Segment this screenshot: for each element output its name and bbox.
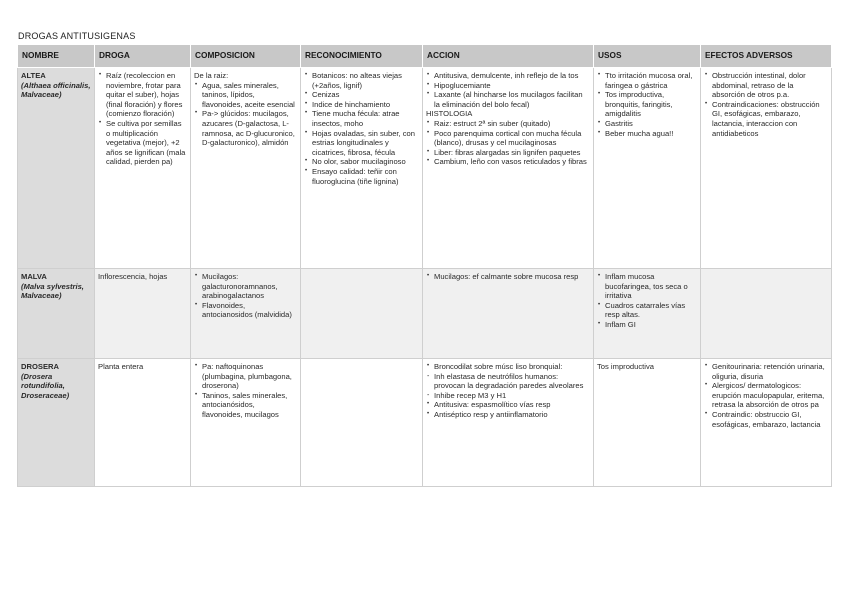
cell-reconocimiento bbox=[301, 269, 423, 359]
cell-droga: Planta entera bbox=[95, 359, 191, 487]
list-item: • Contraindicaciones: obstrucción GI, esofágicas, embarazo, lactancia, interaccion con antidiabeticos bbox=[704, 100, 828, 138]
cell-droga bbox=[95, 68, 191, 269]
list-item: • Hojas ovaladas, sin suber, con estrias longitudinales y cicatrices, fibrosa, fécula bbox=[304, 129, 419, 158]
list-item: • Indice de hinchamiento bbox=[304, 100, 419, 110]
list-item: - Inhibe recep M3 y H1 bbox=[426, 391, 590, 401]
cell-droga: Inflorescencia, hojas bbox=[95, 269, 191, 359]
cell-name bbox=[18, 359, 95, 487]
list-item: • Se cultiva por semillas o multiplicación vegetativa (mejor), +2 años se lignifican (mala calidad, pierden pa) bbox=[98, 119, 187, 167]
cell-name bbox=[18, 269, 95, 359]
list-item: • Antiséptico resp y antiinflamatorio bbox=[426, 410, 590, 420]
list-item: • Genitourinaria: retención urinaria, oliguria, disuria bbox=[704, 362, 828, 381]
list-item: • Inflam GI bbox=[597, 320, 697, 330]
composicion-lead: De la raiz: bbox=[194, 71, 229, 80]
cell-composicion bbox=[191, 359, 301, 487]
list-item: • Botanicos: no alteas viejas (+2años, lignif) bbox=[304, 71, 419, 90]
header-reconocimiento: RECONOCIMIENTO bbox=[301, 45, 423, 68]
cell-efectos bbox=[701, 269, 832, 359]
list-item: • Liber: fibras alargadas sin lignifen paquetes bbox=[426, 148, 590, 158]
list-item: • Antitusiva: espasmolítico vías resp bbox=[426, 400, 590, 410]
list-item: • Broncodilat sobre músc liso bronquial: bbox=[426, 362, 590, 372]
header-efectos: EFECTOS ADVERSOS bbox=[701, 45, 832, 68]
header-row bbox=[18, 45, 832, 68]
cell-efectos bbox=[701, 68, 832, 269]
header-accion: ACCION bbox=[423, 45, 594, 68]
header-nombre: NOMBRE bbox=[18, 45, 95, 68]
cell-reconocimiento bbox=[301, 68, 423, 269]
cell-accion bbox=[423, 68, 594, 269]
list-item: • Taninos, sales minerales, antocianósidos, flavonoides, mucilagos bbox=[194, 391, 297, 420]
header-usos: USOS bbox=[594, 45, 701, 68]
list-item: • Raiz: estruct 2ª sin suber (quitado) bbox=[426, 119, 590, 129]
list-item: - Inh elastasa de neutrófilos humanos: provocan la degradación paredes alveolares bbox=[426, 372, 590, 391]
list-item: • Ensayo calidad: teñir con fluoroglucina (tiñe lignina) bbox=[304, 167, 419, 186]
list-item: • Mucilagos: ef calmante sobre mucosa resp bbox=[426, 272, 590, 282]
list-item: • Pa: naftoquinonas (plumbagina, plumbagona, droserona) bbox=[194, 362, 297, 391]
scientific-name: (Malva sylvestris, Malvaceae) bbox=[21, 281, 84, 301]
cell-usos: Tos improductiva bbox=[594, 359, 701, 487]
list-item: • Cenizas bbox=[304, 90, 419, 100]
list-item: • Alergicos/ dermatologicos: erupción maculopapular, eritema, retrasa la absorción de otros pa bbox=[704, 381, 828, 410]
drug-name: MALVA bbox=[21, 272, 47, 281]
list-item: • Contraindic: obstruccio GI, esofágicas, embarazo, lactancia bbox=[704, 410, 828, 429]
list-item: • Cambium, leño con vasos reticulados y fibras bbox=[426, 157, 590, 167]
cell-efectos bbox=[701, 359, 832, 487]
cell-accion bbox=[423, 269, 594, 359]
list-item: • Flavonoides, antocianosidos (malvidida) bbox=[194, 301, 297, 320]
drug-name: ALTEA bbox=[21, 71, 46, 80]
list-item: • Agua, sales minerales, taninos, lípidos, flavonoides, aceite esencial bbox=[194, 81, 297, 110]
list-item: • Gastritis bbox=[597, 119, 697, 129]
cell-composicion bbox=[191, 68, 301, 269]
list-item: • Hipoglucemiante bbox=[426, 81, 590, 91]
cell-reconocimiento bbox=[301, 359, 423, 487]
list-item: • Tto irritación mucosa oral, faringea o gástrica bbox=[597, 71, 697, 90]
list-item: • Cuadros catarrales vías resp altas. bbox=[597, 301, 697, 320]
cell-accion bbox=[423, 359, 594, 487]
list-item: • No olor, sabor mucilaginoso bbox=[304, 157, 419, 167]
header-composicion: COMPOSICION bbox=[191, 45, 301, 68]
list-item: • Laxante (al hincharse los mucilagos facilitan la eliminación del bolo fecal) bbox=[426, 90, 590, 109]
table-row-malva bbox=[18, 269, 832, 359]
list-item: • Inflam mucosa bucofaringea, tos seca o irritativa bbox=[597, 272, 697, 301]
page-title: DROGAS ANTITUSIGENAS bbox=[18, 31, 136, 41]
scientific-name: (Althaea officinalis, Malvaceae) bbox=[21, 80, 91, 100]
list-item: • Poco parenquima cortical con mucha fécula (blanco), drusas y cel mucilaginosas bbox=[426, 129, 590, 148]
list-item: • Antitusiva, demulcente, inh reflejo de la tos bbox=[426, 71, 590, 81]
list-item: • Obstrucción intestinal, dolor abdominal, retraso de la absorción de otros p.a. bbox=[704, 71, 828, 100]
list-item: • Raíz (recoleccion en noviembre, frotar para quitar el suber), hojas (final floración) y flores (comienzo floración) bbox=[98, 71, 187, 119]
table-row-drosera bbox=[18, 359, 832, 487]
header-droga: DROGA bbox=[95, 45, 191, 68]
cell-usos bbox=[594, 68, 701, 269]
scientific-name: (Drosera rotundifolia, Droseraceae) bbox=[21, 371, 70, 400]
drug-table bbox=[17, 44, 832, 487]
drug-name: DROSERA bbox=[21, 362, 59, 371]
histologia-heading: HISTOLOGIA bbox=[426, 109, 473, 119]
cell-composicion bbox=[191, 269, 301, 359]
cell-name bbox=[18, 68, 95, 269]
list-item: • Tos improductiva, bronquitis, faringitis, amigdalitis bbox=[597, 90, 697, 119]
list-item: • Pa-> glúcidos: mucilagos, azucares (D-galactosa, L-ramnosa, ac D-glucuronico, D-galacturonico), almidón bbox=[194, 109, 297, 147]
table-row-altea bbox=[18, 68, 832, 269]
list-item: • Beber mucha agua!! bbox=[597, 129, 697, 139]
list-item: • Tiene mucha fécula: atrae insectos, moho bbox=[304, 109, 419, 128]
cell-usos bbox=[594, 269, 701, 359]
list-item: • Mucilagos: galacturonoramnanos, arabinogalactanos bbox=[194, 272, 297, 301]
